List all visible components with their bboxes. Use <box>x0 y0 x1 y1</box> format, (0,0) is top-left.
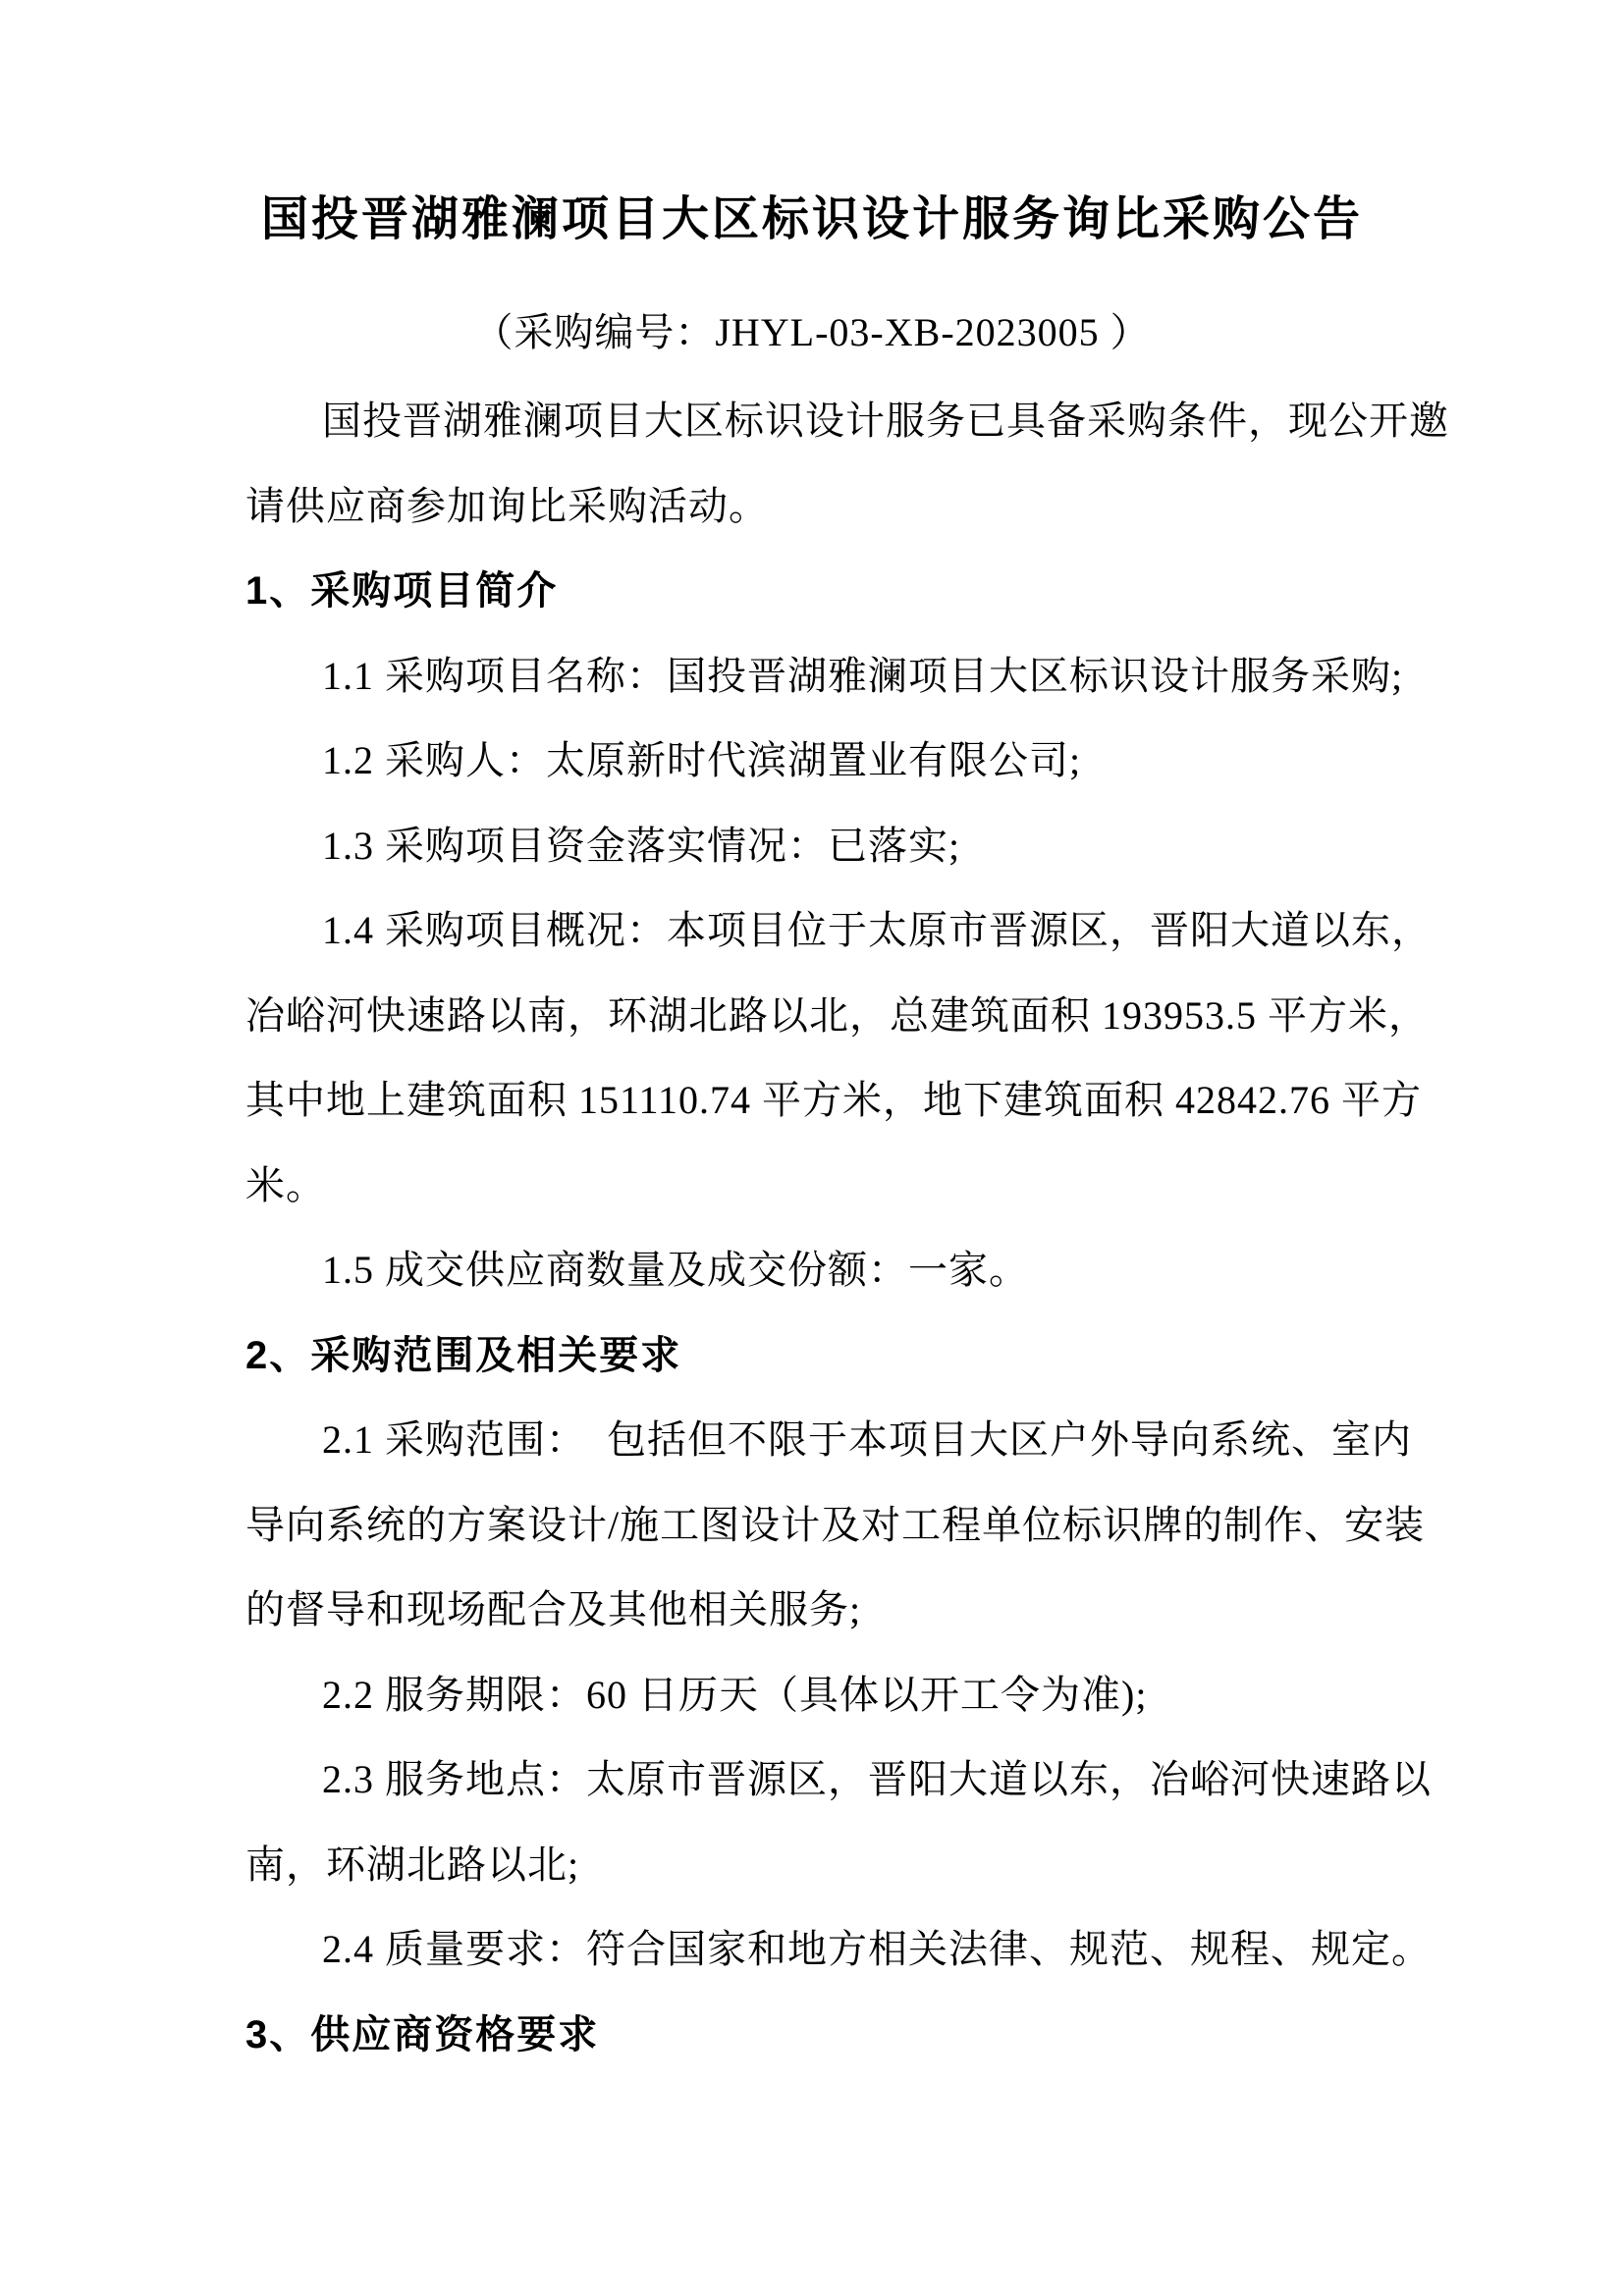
paragraph-line: 请供应商参加询比采购活动。 <box>245 483 769 528</box>
paragraph-line: 1.5 成交供应商数量及成交份额：一家。 <box>322 1248 1029 1292</box>
section-heading: 2、采购范围及相关要求 <box>245 1333 682 1377</box>
paragraph-line: 1.1 采购项目名称：国投晋湖雅澜项目大区标识设计服务采购; <box>322 653 1404 698</box>
paragraph-line: 1.3 采购项目资金落实情况：已落实; <box>322 823 961 868</box>
paragraph-line: 冶峪河快速路以南，环湖北路以北，总建筑面积 193953.5 平方米， <box>245 992 1429 1038</box>
paragraph-line: 米。 <box>245 1162 326 1207</box>
paragraph-line: 2.3 服务地点：太原市晋源区，晋阳大道以东，冶峪河快速路以 <box>322 1757 1432 1801</box>
paragraph-line: 导向系统的方案设计/施工图设计及对工程单位标识牌的制作、安装 <box>245 1502 1426 1547</box>
section-heading: 3、供应商资格要求 <box>245 2012 600 2056</box>
section-heading: 1、采购项目简介 <box>245 569 559 613</box>
paragraph-line: 的督导和现场配合及其他相关服务; <box>245 1587 862 1631</box>
paragraph-line: 2.2 服务期限：60 日历天（具体以开工令为准); <box>322 1672 1148 1717</box>
document-body <box>245 379 1449 2077</box>
paragraph-line: 南，环湖北路以北; <box>245 1842 580 1887</box>
paragraph-line: 国投晋湖雅澜项目大区标识设计服务已具备采购条件，现公开邀 <box>322 399 1449 443</box>
paragraph-line: 2.4 质量要求：符合国家和地方相关法律、规范、规程、规定。 <box>322 1927 1432 1971</box>
paragraph-line: 1.2 采购人：太原新时代滨湖置业有限公司; <box>322 738 1082 782</box>
page-title: 国投晋湖雅澜项目大区标识设计服务询比采购公告 <box>260 193 1363 245</box>
paragraph-line: 1.4 采购项目概况：本项目位于太原市晋源区，晋阳大道以东， <box>322 908 1432 952</box>
paragraph-line: 其中地上建筑面积 151110.74 平方米，地下建筑面积 42842.76 平方 <box>245 1078 1423 1122</box>
procurement-number: （采购编号：JHYL-03-XB-2023005 ） <box>473 310 1151 354</box>
paragraph-line: 2.1 采购范围： 包括但不限于本项目大区户外导向系统、室内 <box>322 1417 1412 1462</box>
